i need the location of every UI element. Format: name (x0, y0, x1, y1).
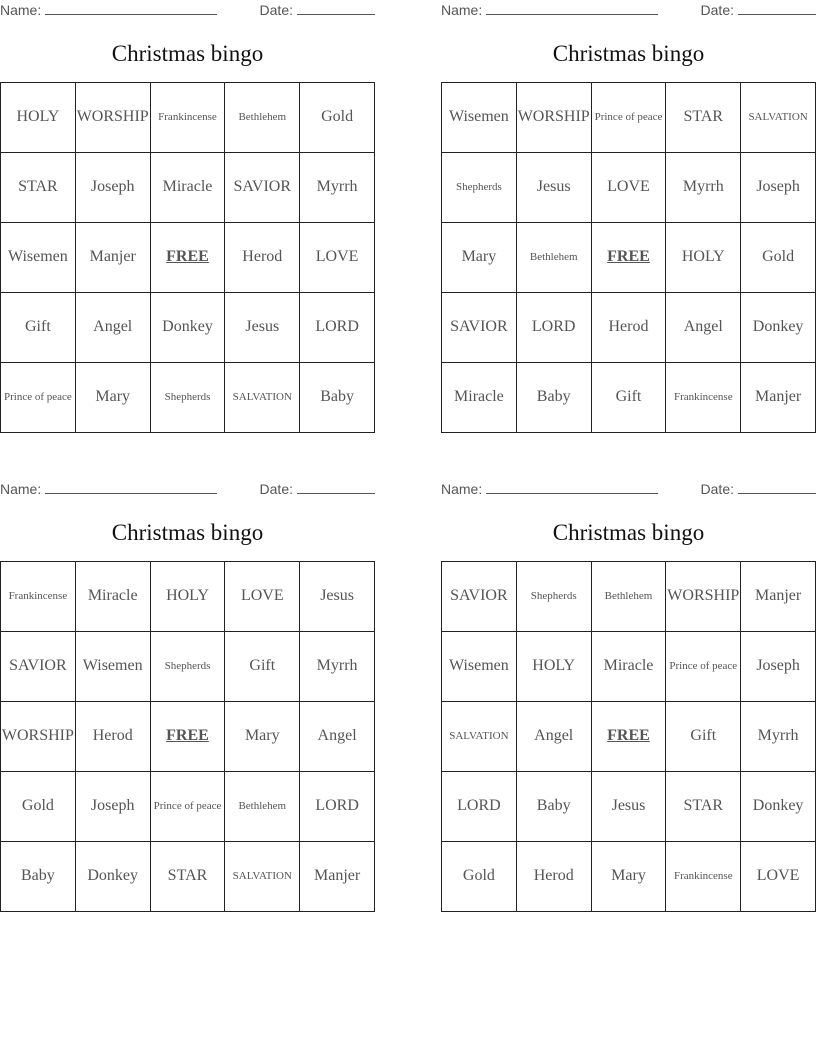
bingo-cell: Angel (666, 293, 741, 363)
date-label: Date: (259, 2, 293, 18)
bingo-cell: Mary (225, 702, 300, 772)
bingo-cell: Myrrh (300, 632, 375, 702)
bingo-cell: Angel (76, 293, 151, 363)
bingo-cell: Angel (517, 702, 592, 772)
bingo-cell: Joseph (741, 153, 816, 223)
bingo-cell: Bethlehem (517, 223, 592, 293)
free-space-cell: FREE (151, 223, 226, 293)
bingo-cell: LOVE (592, 153, 667, 223)
bingo-cell: Myrrh (741, 702, 816, 772)
bingo-cell: Baby (517, 772, 592, 842)
bingo-cell: Manjer (76, 223, 151, 293)
bingo-cell: Prince of peace (151, 772, 226, 842)
bingo-cell: SAVIOR (442, 562, 517, 632)
bingo-cell: Miracle (592, 632, 667, 702)
card-header-fields (0, 481, 375, 499)
bingo-cell: WORSHIP (517, 83, 592, 153)
name-field (441, 481, 658, 497)
bingo-cell: Gift (666, 702, 741, 772)
bingo-cell: Baby (1, 842, 76, 912)
bingo-cell: Bethlehem (225, 83, 300, 153)
bingo-grid (441, 82, 816, 433)
name-blank-line (486, 481, 658, 494)
bingo-cell: Frankincense (666, 842, 741, 912)
date-label: Date: (259, 481, 293, 497)
bingo-cell: SALVATION (225, 842, 300, 912)
bingo-cell: Joseph (76, 153, 151, 223)
date-label: Date: (700, 2, 734, 18)
bingo-cell: WORSHIP (1, 702, 76, 772)
bingo-cell: Myrrh (666, 153, 741, 223)
bingo-cell: Gold (300, 83, 375, 153)
bingo-cell: Donkey (151, 293, 226, 363)
card-title: Christmas bingo (552, 520, 705, 545)
bingo-cell: Jesus (300, 562, 375, 632)
bingo-cell: Gold (442, 842, 517, 912)
bingo-cell: Frankincense (666, 363, 741, 433)
bingo-cell: Shepherds (517, 562, 592, 632)
date-field (260, 481, 375, 497)
date-blank-line (297, 481, 375, 494)
bingo-card-2 (441, 0, 816, 432)
bingo-cell: Shepherds (151, 363, 226, 433)
date-blank-line (297, 2, 375, 15)
date-field (260, 2, 375, 18)
bingo-cell: Manjer (741, 363, 816, 433)
card-title: Christmas bingo (111, 520, 264, 545)
bingo-grid (441, 561, 816, 912)
bingo-cell: SAVIOR (1, 632, 76, 702)
bingo-cell: Prince of peace (1, 363, 76, 433)
bingo-cell: Joseph (76, 772, 151, 842)
name-label: Name: (441, 2, 483, 18)
name-blank-line (45, 481, 217, 494)
bingo-cell: SALVATION (442, 702, 517, 772)
bingo-cell: LOVE (300, 223, 375, 293)
bingo-cell: LORD (300, 772, 375, 842)
bingo-cell: Gold (741, 223, 816, 293)
bingo-grid (0, 561, 375, 912)
bingo-cell: SALVATION (225, 363, 300, 433)
bingo-cell: Joseph (741, 632, 816, 702)
bingo-cell: Wisemen (1, 223, 76, 293)
bingo-cell: Wisemen (442, 632, 517, 702)
name-label: Name: (0, 2, 42, 18)
bingo-cell: Miracle (442, 363, 517, 433)
date-blank-line (738, 2, 816, 15)
bingo-cell: Herod (517, 842, 592, 912)
card-header-fields (441, 481, 816, 499)
bingo-cell: STAR (666, 83, 741, 153)
bingo-cell: Herod (592, 293, 667, 363)
name-blank-line (486, 2, 658, 15)
bingo-cell: HOLY (1, 83, 76, 153)
bingo-cell: Jesus (592, 772, 667, 842)
bingo-cell: Gift (1, 293, 76, 363)
bingo-cell: SAVIOR (225, 153, 300, 223)
name-label: Name: (441, 481, 483, 497)
bingo-cell: WORSHIP (666, 562, 741, 632)
free-space-cell: FREE (151, 702, 226, 772)
bingo-cell: Shepherds (151, 632, 226, 702)
card-header-fields (441, 2, 816, 20)
bingo-cell: SAVIOR (442, 293, 517, 363)
bingo-cell: Bethlehem (592, 562, 667, 632)
bingo-cell: Manjer (300, 842, 375, 912)
bingo-cell: LOVE (225, 562, 300, 632)
date-field (701, 481, 816, 497)
bingo-cell: Wisemen (442, 83, 517, 153)
bingo-cell: STAR (151, 842, 226, 912)
bingo-cell: Mary (442, 223, 517, 293)
bingo-cell: LOVE (741, 842, 816, 912)
bingo-cell: Prince of peace (666, 632, 741, 702)
name-blank-line (45, 2, 217, 15)
name-field (0, 481, 217, 497)
free-space-cell: FREE (592, 702, 667, 772)
bingo-cell: Baby (517, 363, 592, 433)
bingo-cell: Gold (1, 772, 76, 842)
bingo-cell: Jesus (225, 293, 300, 363)
bingo-cell: Wisemen (76, 632, 151, 702)
bingo-card-1 (0, 0, 375, 432)
bingo-cell: Miracle (151, 153, 226, 223)
date-label: Date: (700, 481, 734, 497)
bingo-cell: Herod (76, 702, 151, 772)
bingo-cell: Manjer (741, 562, 816, 632)
bingo-cell: Frankincense (151, 83, 226, 153)
bingo-cell: Myrrh (300, 153, 375, 223)
date-field (701, 2, 816, 18)
bingo-cell: Jesus (517, 153, 592, 223)
bingo-cell: Mary (592, 842, 667, 912)
bingo-cell: Prince of peace (592, 83, 667, 153)
bingo-cell: Gift (592, 363, 667, 433)
bingo-cell: Donkey (741, 293, 816, 363)
bingo-cell: Miracle (76, 562, 151, 632)
bingo-cell: LORD (300, 293, 375, 363)
bingo-cell: Bethlehem (225, 772, 300, 842)
card-header-fields (0, 2, 375, 20)
bingo-cell: SALVATION (741, 83, 816, 153)
bingo-cell: Mary (76, 363, 151, 433)
name-field (0, 2, 217, 18)
name-label: Name: (0, 481, 42, 497)
free-space-cell: FREE (592, 223, 667, 293)
bingo-cell: LORD (442, 772, 517, 842)
bingo-cell: Angel (300, 702, 375, 772)
card-title: Christmas bingo (552, 41, 705, 66)
bingo-cell: Herod (225, 223, 300, 293)
bingo-cell: Gift (225, 632, 300, 702)
bingo-cell: STAR (1, 153, 76, 223)
name-field (441, 2, 658, 18)
bingo-card-4 (441, 479, 816, 911)
bingo-cell: HOLY (666, 223, 741, 293)
bingo-card-3 (0, 479, 375, 911)
bingo-cell: Donkey (741, 772, 816, 842)
bingo-cell: LORD (517, 293, 592, 363)
bingo-cell: WORSHIP (76, 83, 151, 153)
card-title: Christmas bingo (111, 41, 264, 66)
bingo-cell: HOLY (151, 562, 226, 632)
bingo-cell: Donkey (76, 842, 151, 912)
bingo-cell: Baby (300, 363, 375, 433)
bingo-cell: HOLY (517, 632, 592, 702)
date-blank-line (738, 481, 816, 494)
bingo-cell: Frankincense (1, 562, 76, 632)
bingo-cell: Shepherds (442, 153, 517, 223)
bingo-cell: STAR (666, 772, 741, 842)
bingo-grid (0, 82, 375, 433)
